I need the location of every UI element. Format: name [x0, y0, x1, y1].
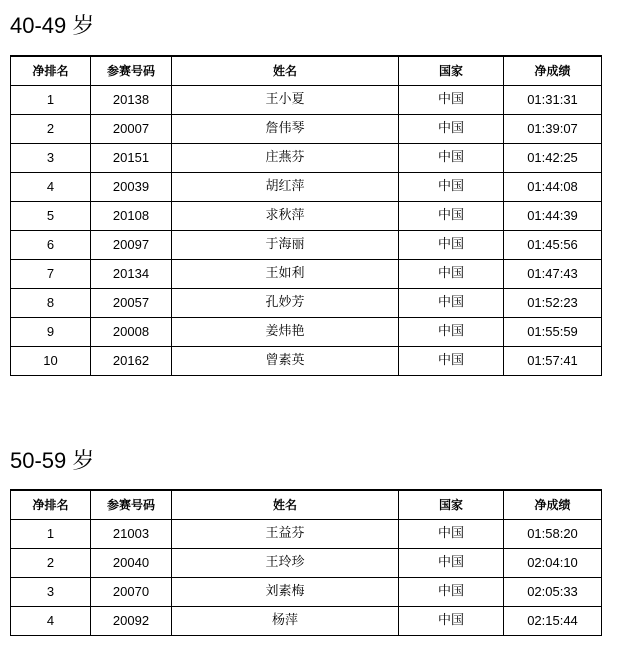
cell-net-time: 01:58:20 [504, 520, 602, 549]
table-header-row [11, 490, 602, 520]
cell-country: 中国 [399, 260, 504, 289]
cell-name: 刘素梅 [172, 578, 399, 607]
cell-country: 中国 [399, 347, 504, 376]
cell-country: 中国 [399, 231, 504, 260]
results-table [10, 489, 602, 636]
cell-bib: 20007 [91, 115, 172, 144]
results-table [10, 55, 602, 376]
cell-rank: 1 [11, 520, 91, 549]
table-row [11, 144, 602, 173]
table-row [11, 289, 602, 318]
table-row [11, 115, 602, 144]
cell-rank: 8 [11, 289, 91, 318]
table-row [11, 607, 602, 636]
cell-country: 中国 [399, 115, 504, 144]
column-header-rank: 净排名 [11, 490, 91, 520]
column-header-country: 国家 [399, 56, 504, 86]
cell-name: 求秋萍 [172, 202, 399, 231]
cell-net-time: 01:44:39 [504, 202, 602, 231]
cell-bib: 20008 [91, 318, 172, 347]
column-header-net-time: 净成绩 [504, 490, 602, 520]
table-body [11, 86, 602, 376]
cell-bib: 20097 [91, 231, 172, 260]
cell-net-time: 01:44:08 [504, 173, 602, 202]
table-row [11, 173, 602, 202]
cell-net-time: 01:39:07 [504, 115, 602, 144]
table-row [11, 231, 602, 260]
cell-bib: 21003 [91, 520, 172, 549]
column-header-bib: 参赛号码 [91, 490, 172, 520]
table-row [11, 520, 602, 549]
cell-rank: 7 [11, 260, 91, 289]
cell-rank: 4 [11, 607, 91, 636]
cell-bib: 20040 [91, 549, 172, 578]
cell-bib: 20162 [91, 347, 172, 376]
cell-country: 中国 [399, 318, 504, 347]
table-row [11, 318, 602, 347]
cell-rank: 3 [11, 144, 91, 173]
table-row [11, 260, 602, 289]
cell-net-time: 02:15:44 [504, 607, 602, 636]
cell-net-time: 01:42:25 [504, 144, 602, 173]
section-heading: 50-59 岁 [10, 448, 95, 473]
cell-country: 中国 [399, 289, 504, 318]
cell-rank: 2 [11, 549, 91, 578]
table-row [11, 578, 602, 607]
column-header-rank: 净排名 [11, 56, 91, 86]
cell-rank: 1 [11, 86, 91, 115]
cell-net-time: 01:57:41 [504, 347, 602, 376]
cell-bib: 20151 [91, 144, 172, 173]
cell-name: 詹伟琴 [172, 115, 399, 144]
cell-bib: 20057 [91, 289, 172, 318]
table-row [11, 86, 602, 115]
table-header-row [11, 56, 602, 86]
cell-name: 王如利 [172, 260, 399, 289]
cell-bib: 20108 [91, 202, 172, 231]
cell-net-time: 01:31:31 [504, 86, 602, 115]
cell-rank: 3 [11, 578, 91, 607]
cell-country: 中国 [399, 607, 504, 636]
table-row [11, 549, 602, 578]
cell-name: 王玲珍 [172, 549, 399, 578]
cell-name: 王小夏 [172, 86, 399, 115]
cell-bib: 20134 [91, 260, 172, 289]
cell-rank: 5 [11, 202, 91, 231]
cell-country: 中国 [399, 202, 504, 231]
column-header-name: 姓名 [172, 56, 399, 86]
cell-rank: 9 [11, 318, 91, 347]
cell-net-time: 01:52:23 [504, 289, 602, 318]
cell-net-time: 01:47:43 [504, 260, 602, 289]
cell-country: 中国 [399, 520, 504, 549]
column-header-bib: 参赛号码 [91, 56, 172, 86]
column-header-name: 姓名 [172, 490, 399, 520]
cell-bib: 20039 [91, 173, 172, 202]
table-row [11, 202, 602, 231]
cell-bib: 20138 [91, 86, 172, 115]
cell-country: 中国 [399, 578, 504, 607]
cell-net-time: 02:05:33 [504, 578, 602, 607]
cell-name: 杨萍 [172, 607, 399, 636]
column-header-country: 国家 [399, 490, 504, 520]
cell-rank: 4 [11, 173, 91, 202]
cell-rank: 10 [11, 347, 91, 376]
cell-country: 中国 [399, 173, 504, 202]
cell-bib: 20092 [91, 607, 172, 636]
cell-net-time: 01:55:59 [504, 318, 602, 347]
section-heading: 40-49 岁 [10, 13, 95, 38]
cell-bib: 20070 [91, 578, 172, 607]
cell-name: 庄燕芬 [172, 144, 399, 173]
cell-name: 姜炜艳 [172, 318, 399, 347]
cell-net-time: 01:45:56 [504, 231, 602, 260]
cell-name: 王益芬 [172, 520, 399, 549]
cell-country: 中国 [399, 144, 504, 173]
cell-name: 胡红萍 [172, 173, 399, 202]
cell-country: 中国 [399, 86, 504, 115]
cell-rank: 6 [11, 231, 91, 260]
cell-rank: 2 [11, 115, 91, 144]
cell-net-time: 02:04:10 [504, 549, 602, 578]
cell-name: 孔妙芳 [172, 289, 399, 318]
cell-name: 于海丽 [172, 231, 399, 260]
table-body [11, 520, 602, 636]
table-row [11, 347, 602, 376]
cell-country: 中国 [399, 549, 504, 578]
cell-name: 曾素英 [172, 347, 399, 376]
column-header-net-time: 净成绩 [504, 56, 602, 86]
